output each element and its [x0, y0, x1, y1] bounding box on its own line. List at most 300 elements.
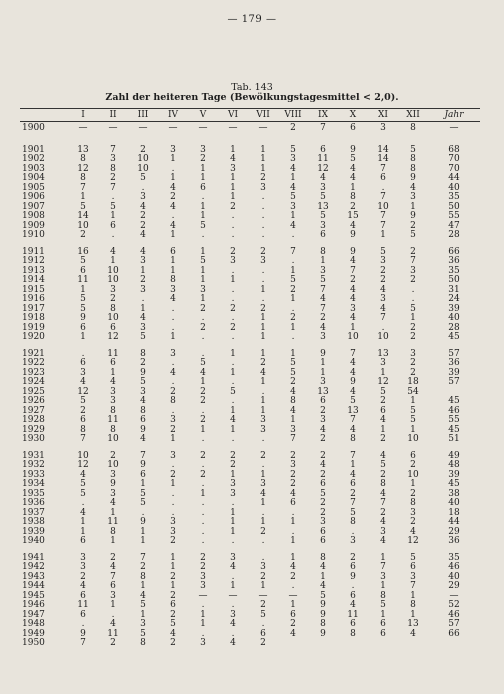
- value-cell: 2: [290, 313, 296, 323]
- value-cell: .: [201, 230, 205, 240]
- value-cell: 9: [350, 144, 356, 155]
- table-title: Zahl der heiteren Tage (Bewölkungstagesmittel < 2,0).: [105, 92, 399, 103]
- column-header: II: [109, 110, 117, 120]
- value-cell: 10: [107, 265, 119, 276]
- value-cell: 36: [448, 536, 460, 546]
- value-cell: 10: [107, 313, 119, 323]
- value-cell: 3: [320, 332, 326, 342]
- value-cell: 2: [110, 173, 116, 183]
- table-row: [20, 537, 480, 547]
- value-cell: 3: [200, 144, 206, 155]
- value-cell: 1: [200, 211, 206, 221]
- value-cell: 8: [410, 600, 416, 610]
- value-cell: 2: [410, 275, 416, 285]
- value-cell: .: [231, 265, 235, 276]
- year-cell: 1901: [22, 144, 45, 155]
- value-cell: 5: [410, 230, 416, 240]
- value-cell: [398, 639, 428, 649]
- year-cell: 1933: [22, 469, 45, 480]
- value-cell: 1: [410, 479, 416, 489]
- value-cell: 3: [230, 256, 236, 266]
- value-cell: 7: [320, 284, 326, 295]
- value-cell: 7: [320, 123, 326, 133]
- value-cell: 4: [320, 322, 326, 333]
- value-cell: 5: [290, 275, 296, 285]
- value-cell: 4: [170, 294, 176, 304]
- value-cell: 11: [317, 154, 329, 164]
- value-cell: 1: [260, 163, 266, 174]
- table-header: [20, 109, 480, 121]
- value-cell: 4: [380, 488, 386, 499]
- value-cell: .: [261, 552, 265, 563]
- value-cell: 2: [380, 396, 386, 406]
- value-cell: 3: [380, 526, 386, 537]
- value-cell: 28: [448, 322, 460, 333]
- value-cell: 1: [260, 144, 266, 155]
- value-cell: 1: [200, 294, 206, 304]
- value-cell: 2: [230, 450, 236, 461]
- value-cell: 2: [380, 275, 386, 285]
- value-cell: 1: [260, 284, 266, 295]
- value-cell: 12: [377, 377, 389, 387]
- value-cell: 4: [140, 201, 146, 212]
- value-cell: 5: [140, 488, 146, 499]
- value-cell: 4: [350, 163, 356, 174]
- table-row: [20, 435, 480, 445]
- value-cell: 4: [110, 498, 116, 508]
- value-cell: 5: [140, 173, 146, 183]
- value-cell: .: [141, 507, 145, 518]
- value-cell: 1: [200, 609, 206, 620]
- value-cell: 2: [140, 211, 146, 221]
- value-cell: 14: [77, 211, 89, 221]
- value-cell: 3: [260, 256, 266, 266]
- value-cell: 5: [380, 386, 386, 397]
- value-cell: 3: [380, 358, 386, 368]
- value-cell: 5: [140, 600, 146, 610]
- column-header: IX: [318, 110, 328, 120]
- value-cell: 4: [110, 377, 116, 387]
- value-cell: 5: [350, 396, 356, 406]
- value-cell: 1: [200, 246, 206, 257]
- value-cell: 7: [110, 144, 116, 155]
- value-cell: 3: [260, 424, 266, 435]
- value-cell: 7: [380, 313, 386, 323]
- value-cell: 7: [380, 498, 386, 508]
- value-cell: 8: [170, 275, 176, 285]
- value-cell: 1: [410, 590, 416, 601]
- value-cell: 3: [110, 284, 116, 295]
- value-cell: 57: [448, 348, 460, 359]
- value-cell: .: [231, 230, 235, 240]
- value-cell: .: [261, 619, 265, 629]
- value-cell: 1: [170, 552, 176, 563]
- value-cell: .: [261, 201, 265, 212]
- value-cell: 8: [110, 303, 116, 314]
- value-cell: 1: [140, 265, 146, 276]
- value-cell: 6: [320, 536, 326, 546]
- value-cell: 2: [380, 434, 386, 444]
- value-cell: 4: [140, 230, 146, 240]
- column-header: X: [349, 110, 357, 120]
- value-cell: .: [201, 434, 205, 444]
- value-cell: 3: [170, 526, 176, 537]
- value-cell: 6: [290, 498, 296, 508]
- value-cell: —: [258, 123, 268, 133]
- value-cell: 1: [260, 405, 266, 416]
- value-cell: 7: [290, 246, 296, 257]
- value-cell: 6: [140, 469, 146, 480]
- value-cell: 5: [140, 628, 146, 639]
- value-cell: 2: [170, 386, 176, 397]
- value-cell: 2: [80, 571, 86, 582]
- value-cell: 10: [137, 154, 149, 164]
- value-cell: 4: [290, 182, 296, 193]
- value-cell: 4: [350, 313, 356, 323]
- value-cell: 1: [110, 367, 116, 378]
- value-cell: 4: [230, 562, 236, 572]
- year-cell: 1920: [22, 332, 45, 342]
- value-cell: 4: [110, 246, 116, 257]
- value-cell: 6: [80, 590, 86, 601]
- value-cell: .: [261, 386, 265, 397]
- value-cell: 1: [230, 581, 236, 591]
- value-cell: 40: [448, 182, 460, 193]
- value-cell: 1: [110, 600, 116, 610]
- value-cell: 3: [110, 386, 116, 397]
- value-cell: .: [291, 526, 295, 537]
- value-cell: 7: [380, 163, 386, 174]
- value-cell: .: [231, 396, 235, 406]
- value-cell: 7: [110, 571, 116, 582]
- value-cell: 2: [170, 424, 176, 435]
- value-cell: 4: [140, 396, 146, 406]
- value-cell: 3: [230, 479, 236, 489]
- value-cell: 2: [170, 469, 176, 480]
- value-cell: 2: [260, 358, 266, 368]
- value-cell: 8: [410, 123, 416, 133]
- value-cell: 9: [140, 517, 146, 527]
- value-cell: 2: [410, 517, 416, 527]
- year-cell: 1943: [22, 571, 45, 582]
- column-header: XII: [406, 110, 420, 120]
- value-cell: 6: [110, 322, 116, 333]
- value-cell: 4: [290, 628, 296, 639]
- value-cell: 7: [410, 581, 416, 591]
- value-cell: 18: [407, 377, 419, 387]
- value-cell: 7: [140, 450, 146, 461]
- value-cell: 2: [260, 173, 266, 183]
- value-cell: 1: [260, 154, 266, 164]
- value-cell: 36: [448, 256, 460, 266]
- value-cell: 1: [230, 192, 236, 202]
- value-cell: 7: [380, 220, 386, 231]
- value-cell: 6: [110, 581, 116, 591]
- value-cell: 6: [410, 562, 416, 572]
- value-cell: 3: [350, 536, 356, 546]
- value-cell: .: [231, 294, 235, 304]
- value-cell: 6: [320, 144, 326, 155]
- value-cell: 6: [350, 619, 356, 629]
- value-cell: 11: [347, 609, 359, 620]
- value-cell: 3: [380, 123, 386, 133]
- value-cell: 1: [110, 507, 116, 518]
- header-year-blank: [20, 109, 68, 121]
- value-cell: 3: [380, 571, 386, 582]
- value-cell: .: [171, 498, 175, 508]
- value-cell: 6: [290, 609, 296, 620]
- value-cell: 5: [290, 144, 296, 155]
- value-cell: 2: [350, 201, 356, 212]
- value-cell: 1: [80, 526, 86, 537]
- value-cell: —: [78, 123, 88, 133]
- value-cell: 3: [230, 488, 236, 499]
- value-cell: 5: [80, 294, 86, 304]
- value-cell: 2: [380, 265, 386, 276]
- value-cell: 1: [140, 581, 146, 591]
- value-cell: 3: [140, 386, 146, 397]
- year-cell: 1908: [22, 211, 45, 221]
- value-cell: 6: [380, 173, 386, 183]
- value-cell: 3: [380, 256, 386, 266]
- column-header: VII: [256, 110, 270, 120]
- value-cell: 2: [80, 230, 86, 240]
- value-cell: 1: [230, 182, 236, 193]
- value-cell: 1: [140, 303, 146, 314]
- value-cell: 10: [107, 460, 119, 470]
- value-cell: 7: [290, 434, 296, 444]
- value-cell: —: [228, 590, 238, 601]
- value-cell: 1: [410, 313, 416, 323]
- value-cell: 4: [140, 590, 146, 601]
- value-cell: 1: [230, 348, 236, 359]
- year-cell: 1936: [22, 498, 45, 508]
- value-cell: .: [171, 488, 175, 499]
- value-cell: 4: [140, 434, 146, 444]
- value-cell: 8: [110, 163, 116, 174]
- value-cell: 2: [110, 552, 116, 563]
- value-cell: 7: [110, 182, 116, 193]
- value-cell: 1: [170, 479, 176, 489]
- value-cell: 1: [170, 332, 176, 342]
- value-cell: 4: [230, 619, 236, 629]
- value-cell: .: [231, 358, 235, 368]
- value-cell: 2: [110, 294, 116, 304]
- year-cell: 1946: [22, 600, 45, 610]
- value-cell: 3: [380, 294, 386, 304]
- table-row: [20, 333, 480, 343]
- year-cell: 1935: [22, 488, 45, 499]
- value-cell: 8: [80, 424, 86, 435]
- value-cell: 1: [290, 552, 296, 563]
- value-cell: 9: [80, 313, 86, 323]
- table-row: [20, 286, 480, 296]
- value-cell: 1: [260, 469, 266, 480]
- value-cell: 35: [448, 265, 460, 276]
- value-cell: 5: [140, 332, 146, 342]
- value-cell: .: [351, 581, 355, 591]
- value-cell: .: [261, 211, 265, 221]
- value-cell: 2: [170, 590, 176, 601]
- value-cell: 70: [448, 163, 460, 174]
- year-cell: 1932: [22, 460, 45, 470]
- value-cell: 1: [170, 154, 176, 164]
- column-header: VI: [227, 110, 239, 120]
- value-cell: 2: [290, 123, 296, 133]
- value-cell: 10: [107, 275, 119, 285]
- value-cell: 4: [110, 619, 116, 629]
- year-cell: 1922: [22, 358, 45, 368]
- value-cell: 14: [377, 154, 389, 164]
- value-cell: 3: [140, 619, 146, 629]
- value-cell: 9: [410, 211, 416, 221]
- value-cell: 4: [320, 562, 326, 572]
- value-cell: 9: [80, 628, 86, 639]
- value-cell: .: [261, 230, 265, 240]
- value-cell: 1: [290, 265, 296, 276]
- value-cell: 16: [77, 246, 89, 257]
- value-cell: 1: [260, 498, 266, 508]
- value-cell: 3: [320, 265, 326, 276]
- value-cell: 3: [110, 590, 116, 601]
- value-cell: 8: [290, 396, 296, 406]
- value-cell: .: [231, 600, 235, 610]
- value-cell: 7: [380, 562, 386, 572]
- value-cell: 55: [448, 211, 460, 221]
- value-cell: 4: [320, 173, 326, 183]
- value-cell: 1: [350, 322, 356, 333]
- value-cell: .: [201, 498, 205, 508]
- value-cell: 5: [80, 488, 86, 499]
- value-cell: 5: [410, 552, 416, 563]
- value-cell: 3: [140, 284, 146, 295]
- value-cell: 4: [80, 377, 86, 387]
- value-cell: [308, 639, 338, 649]
- value-cell: 4: [170, 367, 176, 378]
- value-cell: 5: [80, 256, 86, 266]
- value-cell: 5: [320, 275, 326, 285]
- table-row: [20, 276, 480, 286]
- value-cell: 4: [80, 581, 86, 591]
- value-cell: 3: [140, 256, 146, 266]
- value-cell: 3: [110, 488, 116, 499]
- year-cell: 1911: [22, 246, 45, 257]
- value-cell: 8: [140, 348, 146, 359]
- value-cell: 39: [448, 303, 460, 314]
- value-cell: 2: [170, 192, 176, 202]
- column-header: V: [199, 110, 207, 120]
- value-cell: 2: [140, 358, 146, 368]
- value-cell: .: [201, 628, 205, 639]
- value-cell: 5: [110, 201, 116, 212]
- value-cell: 2: [290, 479, 296, 489]
- value-cell: 4: [290, 386, 296, 397]
- year-cell: 1947: [22, 609, 45, 620]
- year-cell: 1928: [22, 415, 45, 425]
- value-cell: 2: [410, 488, 416, 499]
- value-cell: 1: [290, 348, 296, 359]
- value-cell: [278, 639, 308, 649]
- value-cell: .: [81, 619, 85, 629]
- value-cell: 2: [200, 322, 206, 333]
- value-cell: 3: [110, 469, 116, 480]
- value-cell: 29: [448, 526, 460, 537]
- value-cell: .: [201, 507, 205, 518]
- value-cell: .: [261, 536, 265, 546]
- value-cell: 7: [410, 256, 416, 266]
- value-cell: 3: [410, 507, 416, 518]
- value-cell: 3: [140, 192, 146, 202]
- value-cell: 8: [380, 590, 386, 601]
- value-cell: 2: [230, 303, 236, 314]
- value-cell: 2: [200, 396, 206, 406]
- value-cell: 1: [230, 507, 236, 518]
- table-label: Tab. 143: [231, 82, 273, 93]
- year-cell: 1919: [22, 322, 45, 333]
- value-cell: 3: [260, 182, 266, 193]
- value-cell: 40: [448, 498, 460, 508]
- table-row: [20, 630, 480, 640]
- value-cell: 39: [448, 469, 460, 480]
- year-cell: 1917: [22, 303, 45, 314]
- value-cell: 3: [170, 348, 176, 359]
- value-cell: 12: [317, 163, 329, 174]
- value-cell: .: [291, 332, 295, 342]
- value-cell: 2: [350, 552, 356, 563]
- value-cell: 5: [80, 303, 86, 314]
- value-cell: 5: [350, 154, 356, 164]
- value-cell: 1: [140, 526, 146, 537]
- value-cell: 6: [200, 182, 206, 193]
- value-cell: .: [381, 322, 385, 333]
- value-cell: 4: [170, 628, 176, 639]
- value-cell: 1: [170, 265, 176, 276]
- value-cell: 10: [377, 332, 389, 342]
- value-cell: 5: [290, 367, 296, 378]
- value-cell: 8: [110, 405, 116, 416]
- year-cell: 1910: [22, 230, 45, 240]
- value-cell: 8: [140, 405, 146, 416]
- value-cell: 6: [170, 600, 176, 610]
- value-cell: 4: [410, 182, 416, 193]
- value-cell: 1: [140, 479, 146, 489]
- value-cell: 5: [140, 498, 146, 508]
- year-cell: 1931: [22, 450, 45, 461]
- value-cell: .: [231, 377, 235, 387]
- value-cell: 4: [260, 367, 266, 378]
- value-cell: 13: [377, 348, 389, 359]
- value-cell: 2: [140, 220, 146, 231]
- value-cell: 4: [290, 405, 296, 416]
- value-cell: 4: [230, 154, 236, 164]
- value-cell: 9: [350, 377, 356, 387]
- value-cell: —: [228, 123, 238, 133]
- value-cell: 5: [200, 358, 206, 368]
- value-cell: 4: [260, 488, 266, 499]
- table-row: [20, 231, 480, 241]
- value-cell: 3: [260, 415, 266, 425]
- value-cell: .: [201, 332, 205, 342]
- value-cell: 6: [80, 322, 86, 333]
- value-cell: 1: [320, 571, 326, 582]
- value-cell: 5: [320, 192, 326, 202]
- value-cell: 2: [290, 619, 296, 629]
- value-cell: 3: [320, 182, 326, 193]
- value-cell: 2: [230, 201, 236, 212]
- value-cell: —: [108, 123, 118, 133]
- column-header: XI: [378, 110, 388, 120]
- value-cell: 6: [80, 536, 86, 546]
